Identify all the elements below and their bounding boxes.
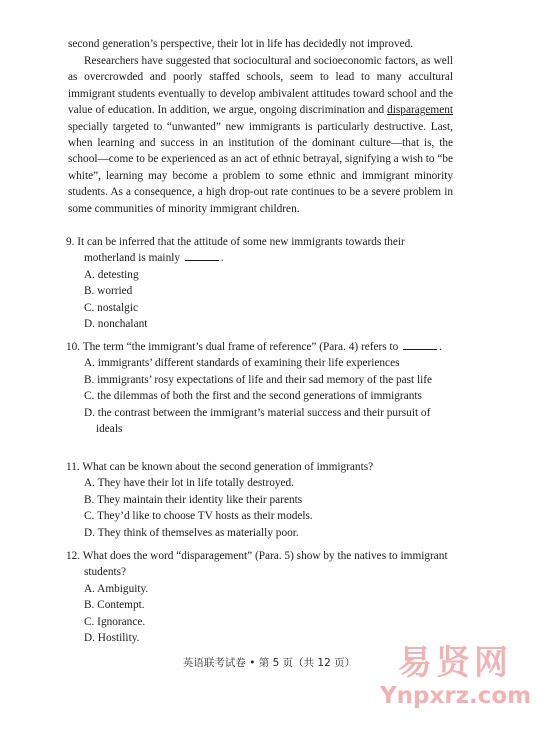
underlined-word: disparagement [387,104,453,117]
option-d[interactable]: D. nonchalant [84,318,148,331]
question-stem [66,339,456,355]
option-c[interactable]: C. nostalgic [84,301,138,314]
question-12 [66,548,456,646]
passage-text: specially targeted to “unwanted” new immigrants is particularly destructive. Last, when learning and success in an institution of the dominant culture—that is, the school—come to be experienced as an act of ethnic betrayal, signifying a wish to “be white”, learning may become a problem to some ethnic and immigrant minority students. As a consequence, a high drop-out rate continues to be a severe problem in some communities of minority immigrant children. [68,120,453,215]
watermark-url: Ynpxrz.com [380,683,532,709]
watermark-logo-text: 易贤网 [398,643,512,683]
option-c[interactable]: C. Ignorance. [84,615,146,628]
option-d[interactable]: D. Hostility. [84,632,140,645]
option-c[interactable]: C. They’d like to choose TV hosts as their models. [84,510,313,523]
option-a[interactable]: A. Ambiguity. [84,582,149,595]
option-b[interactable]: B. They maintain their identity like their parents [84,493,303,506]
option-b[interactable]: B. Contempt. [84,599,145,612]
option-a[interactable]: A. They have their lot in life totally destroyed. [84,477,294,490]
answer-blank [403,339,437,350]
question-9 [66,234,456,332]
question-stem: 11. What can be known about the second generation of immigrants? [66,461,374,473]
page-footer: 英语联考试卷 • 第 5 页（共 12 页） [182,657,356,669]
passage-text: Researchers have suggested that sociocultural and socioeconomic factors, as well as overcrowded and poorly staffed schools, seem to lead to many accultural immigrant students eventually to develop ambivalent attitudes toward school and the value of education. In addition, we argue, ongoing discrimination and [68,55,453,117]
question-11 [66,459,456,541]
option-c[interactable]: C. the dilemmas of both the first and the second generations of immigrants [84,390,422,403]
option-d[interactable]: D. They think of themselves as materially poor. [84,526,299,539]
question-10 [66,339,456,437]
option-d[interactable]: D. the contrast between the immigrant’s material success and their pursuit of ideals [84,406,431,436]
question-stem [66,234,456,267]
option-b[interactable]: B. worried [84,285,133,298]
option-a[interactable]: A. detesting [84,268,139,281]
stem-text: 9. It can be inferred that the attitude of some new immigrants towards their motherland is mainly [66,236,405,265]
option-b[interactable]: B. immigrants’ rosy expectations of life and their sad memory of the past life [84,373,433,386]
passage-paragraph-end: second generation’s perspective, their lot in life has decidedly not improved. [68,38,414,50]
site-watermark [380,643,530,709]
stem-text: 10. The term “the immigrant’s dual frame of reference” (Para. 4) refers to [66,341,399,353]
option-a[interactable]: A. immigrants’ different standards of examining their life experiences [84,357,400,370]
stem-end: . [220,252,224,265]
question-stem: 12. What does the word “disparagement” (Para. 5) show by the natives to immigrant students? [66,550,448,579]
stem-end: . [439,341,442,353]
passage-paragraph [68,53,453,217]
answer-blank [185,250,219,261]
